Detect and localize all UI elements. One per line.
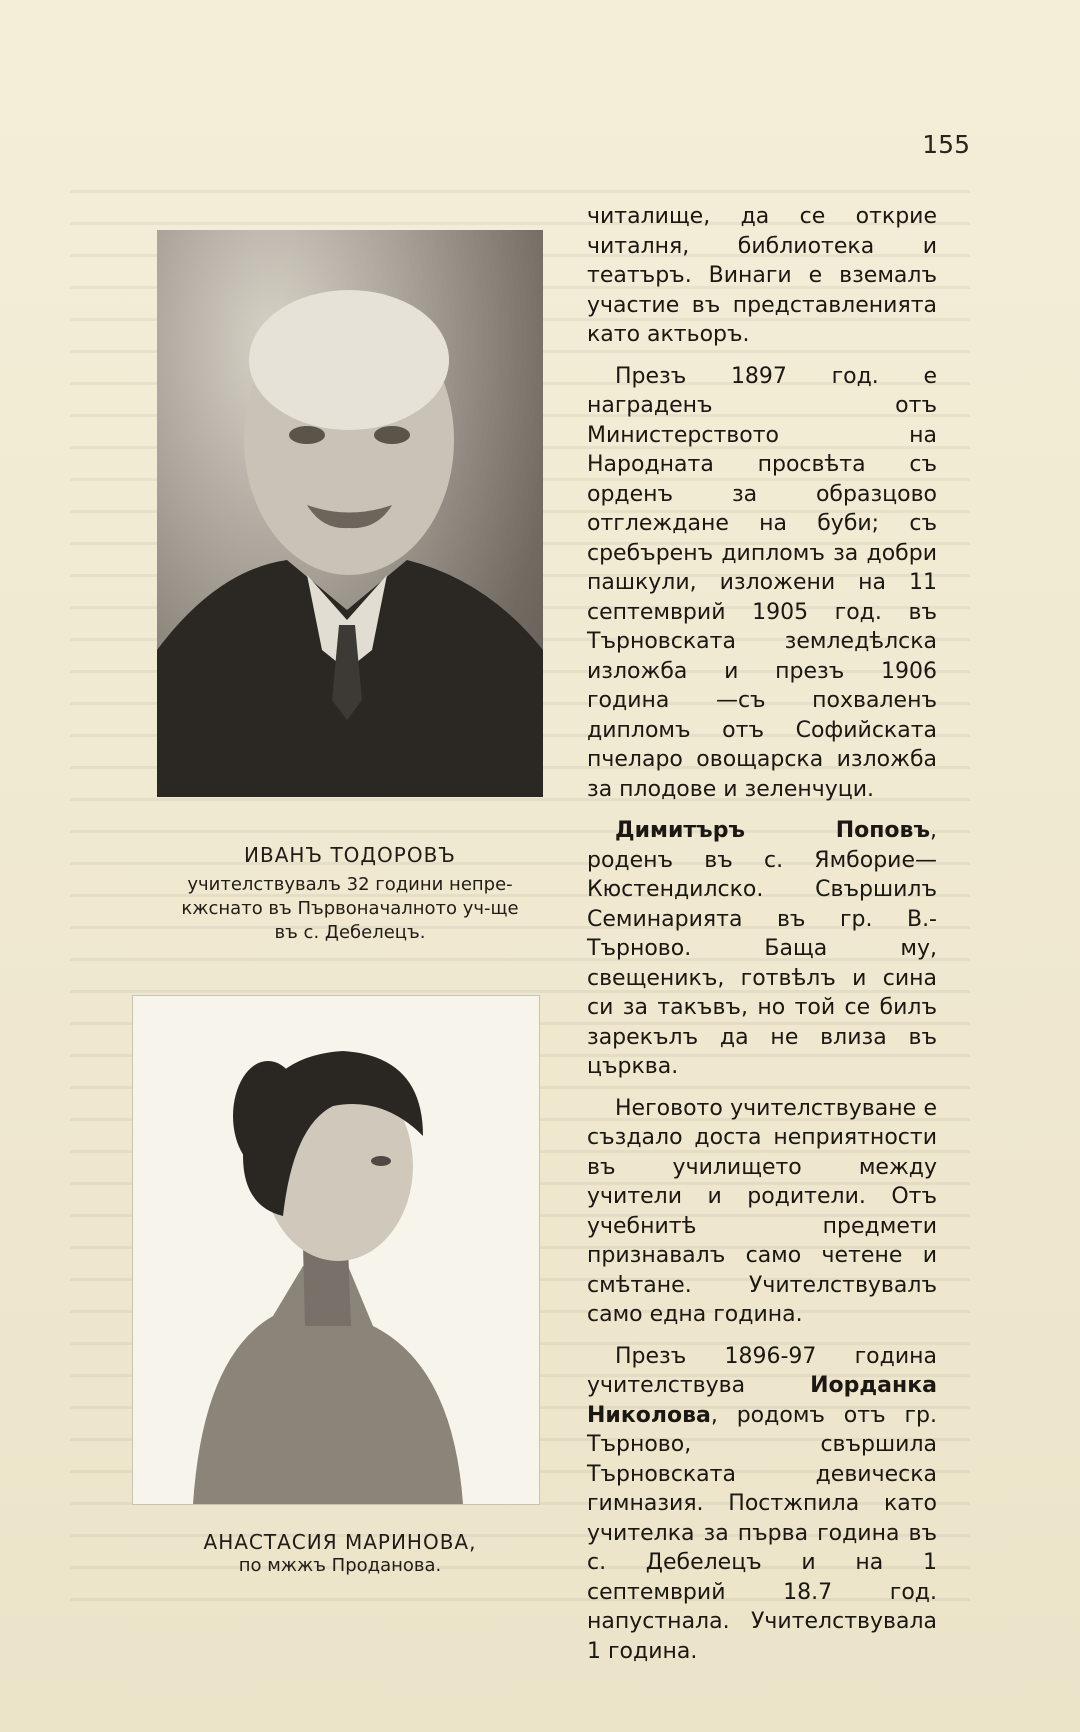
paragraph-text: , родомъ отъ гр. Търново, свършила Търновската девическа гимназия. Постжпила като учителка за първа година въ с. Дебелецъ и на 1 септемврий 18.7 год. напустнала. Учителствувала 1 година. xyxy=(587,1402,937,1664)
text-column xyxy=(587,202,937,1678)
caption-line: въ с. Дебелецъ. xyxy=(274,922,426,943)
paragraph xyxy=(587,816,937,1082)
caption-line: учителствувалъ 32 години непре- xyxy=(187,874,513,895)
portrait-photo-todorov xyxy=(157,230,543,797)
page-number: 155 xyxy=(922,130,970,159)
caption-line: по мжжъ Проданова. xyxy=(238,1555,442,1576)
paragraph-text: , роденъ въ с. Ямборие—Кюстендилско. Свършилъ Семинарията въ гр. В.-Търново. Баща му, свещеникъ, готвѣлъ и сина си за такъвъ, но той се билъ зарекълъ да не влиза въ църква. xyxy=(587,818,937,1079)
paragraph-text: Неговото учителствуване е създало доста неприятности въ училището между учители и родители. Отъ учебнитѣ предмети признавалъ само четене и смѣтане. Учителствувалъ само една година. xyxy=(587,1095,937,1327)
caption-line: кжснато въ Първоначалното уч-ще xyxy=(181,898,519,919)
paragraph xyxy=(587,1342,937,1667)
paragraph xyxy=(587,202,937,350)
paragraph-text: Презъ 1896-97 година учителствува xyxy=(587,1343,937,1398)
caption-name: АНАСТАСИЯ МАРИНОВА, xyxy=(203,1530,477,1554)
caption-name: ИВАНЪ ТОДОРОВЪ xyxy=(244,843,456,867)
bold-name: Димитъръ Поповъ xyxy=(615,818,930,843)
paragraph-text: Презъ 1897 год. е награденъ отъ Министерството на Народната просвѣта съ орденъ за образцово отглеждане на буби; съ сребъренъ дипломъ за добри пашкули, изложени на 11 септемврий 1905 год. въ Търновската земледѣлска изложба и презъ 1906 година —съ похваленъ дипломъ отъ Софийската пчеларо овощарска изложба за плодове и зеленчуци. xyxy=(587,363,937,802)
paragraph xyxy=(587,1094,937,1330)
woman-portrait-image xyxy=(133,996,539,1504)
man-portrait-image xyxy=(157,230,543,797)
portrait-photo-marinova xyxy=(132,995,540,1505)
paragraph xyxy=(587,362,937,805)
bold-name: Иорданка Николова xyxy=(587,1373,937,1428)
paragraph-text: читалище, да се открие читалня, библиотека и театъръ. Винаги е вземалъ участие въ представленията като актьоръ. xyxy=(587,204,937,347)
caption-marinova xyxy=(180,1530,500,1578)
caption-todorov xyxy=(140,843,560,945)
